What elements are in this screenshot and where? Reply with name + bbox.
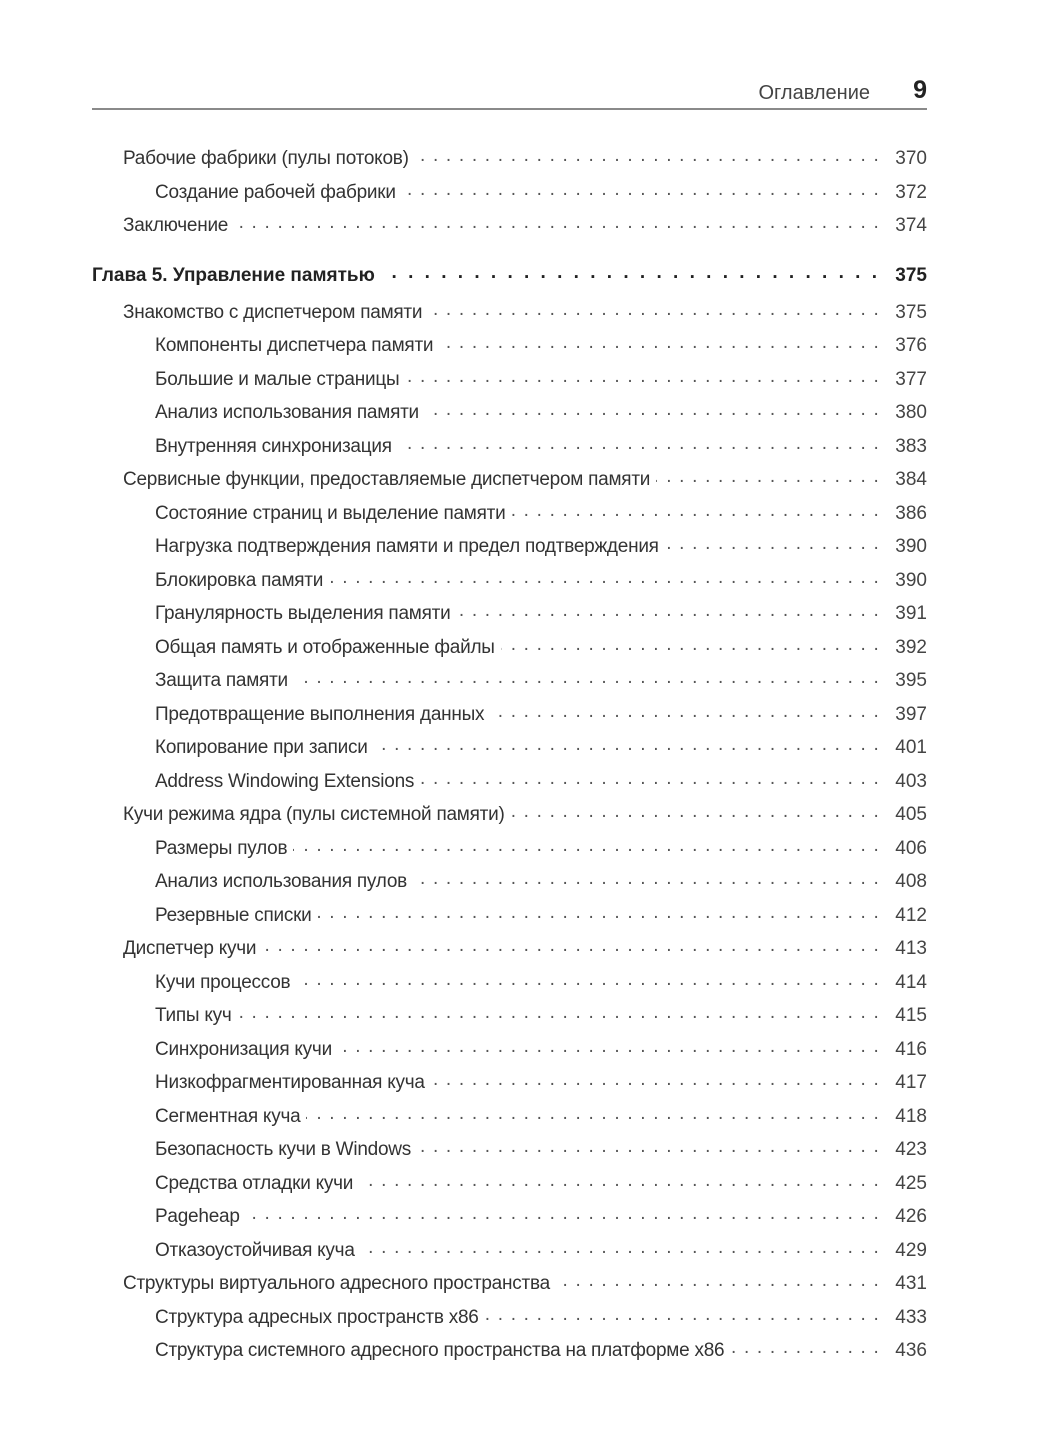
dot-leader	[398, 433, 880, 452]
toc-entry[interactable]	[92, 1069, 927, 1103]
dot-leader	[361, 1237, 880, 1256]
dot-leader	[338, 1036, 880, 1055]
toc-entry-title: Копирование при записи	[155, 737, 368, 758]
toc-entry-page-number: 376	[895, 335, 927, 356]
dot-leader	[359, 1170, 880, 1189]
toc-entry-page-number: 377	[895, 368, 927, 390]
toc-entry[interactable]	[92, 1270, 927, 1304]
toc-entry-page-number: 415	[895, 1005, 927, 1026]
toc-entry[interactable]	[92, 1036, 927, 1070]
dot-leader	[730, 1337, 880, 1356]
toc-entry-page-number: 380	[895, 402, 927, 423]
toc-entry-title: Низкофрагментированная куча	[155, 1072, 425, 1093]
toc-entry[interactable]	[92, 366, 927, 400]
toc-entry-page-number: 416	[895, 1038, 927, 1060]
dot-leader	[381, 262, 880, 281]
toc-entry-title: Общая память и отображенные файлы	[155, 636, 495, 658]
dot-leader	[329, 567, 880, 586]
dot-leader	[318, 902, 880, 921]
toc-entry[interactable]	[92, 1304, 927, 1338]
toc-entry[interactable]	[92, 734, 927, 768]
toc-entry[interactable]	[92, 567, 927, 601]
toc-entry-page-number: 406	[895, 837, 927, 859]
toc-entry-title: Типы куч	[155, 1005, 232, 1026]
toc-entry[interactable]	[92, 399, 927, 433]
toc-entry-page-number: 401	[895, 737, 927, 758]
dot-leader	[665, 533, 880, 552]
toc-entry-title: Сервисные функции, предоставляемые диспетчером памяти	[123, 469, 651, 490]
toc-entry-title: Безопасность кучи в Windows	[155, 1139, 411, 1160]
toc-entry[interactable]	[92, 969, 927, 1003]
toc-entry[interactable]	[92, 801, 927, 835]
toc-entry-page-number: 403	[895, 770, 927, 792]
toc-entry-page-number: 391	[895, 603, 927, 624]
running-head	[92, 74, 927, 110]
toc-entry[interactable]	[92, 667, 927, 701]
toc-entry-title: Глава 5. Управление памятью	[92, 264, 375, 286]
toc-entry[interactable]	[92, 433, 927, 467]
toc-entry[interactable]	[92, 1103, 927, 1137]
table-of-contents	[92, 145, 927, 1371]
toc-entry[interactable]	[92, 1136, 927, 1170]
dot-leader	[246, 1203, 880, 1222]
toc-entry-title: Синхронизация кучи	[155, 1038, 332, 1060]
dot-leader	[262, 935, 880, 954]
dot-leader	[405, 366, 880, 385]
toc-entry[interactable]	[92, 835, 927, 869]
toc-entry-page-number: 413	[895, 938, 927, 959]
toc-entry-title: Анализ использования пулов	[155, 871, 407, 892]
toc-entry-title: Компоненты диспетчера памяти	[155, 335, 434, 356]
dot-leader	[556, 1270, 880, 1289]
toc-entry[interactable]	[92, 1237, 927, 1271]
toc-entry[interactable]	[92, 466, 927, 500]
toc-entry[interactable]	[92, 701, 927, 735]
toc-entry-page-number: 412	[895, 904, 927, 926]
toc-entry-page-number: 431	[895, 1273, 927, 1294]
toc-entry[interactable]	[92, 299, 927, 333]
toc-entry-page-number: 390	[895, 536, 927, 557]
toc-entry-title: Структура системного адресного пространства на платформе x86	[155, 1340, 725, 1361]
toc-entry-page-number: 433	[895, 1306, 927, 1328]
toc-entry-page-number: 397	[895, 703, 927, 725]
dot-leader	[490, 701, 880, 720]
toc-entry[interactable]	[92, 768, 927, 802]
dot-leader	[428, 299, 880, 318]
toc-entry[interactable]	[92, 179, 927, 213]
dot-leader	[415, 145, 880, 164]
dot-leader	[485, 1304, 880, 1323]
toc-entry-title: Диспетчер кучи	[123, 938, 257, 959]
toc-entry-title: Сегментная куча	[155, 1105, 301, 1127]
toc-entry-page-number: 418	[895, 1105, 927, 1127]
toc-entry-title: Отказоустойчивая куча	[155, 1239, 355, 1261]
toc-entry-page-number: 423	[895, 1139, 927, 1160]
dot-leader	[234, 212, 880, 231]
toc-entry-title: Знакомство с диспетчером памяти	[123, 301, 423, 323]
dot-leader	[402, 179, 880, 198]
toc-entry[interactable]	[92, 1170, 927, 1204]
toc-entry-page-number: 395	[895, 670, 927, 691]
toc-entry-page-number: 384	[895, 469, 927, 490]
toc-entry[interactable]	[92, 332, 927, 366]
dot-leader	[656, 466, 880, 485]
toc-entry-title: Кучи процессов	[155, 971, 291, 993]
toc-entry-title: Address Windowing Extensions	[155, 770, 415, 792]
page-number: 9	[913, 76, 927, 104]
toc-entry-title: Создание рабочей фабрики	[155, 181, 396, 203]
toc-entry[interactable]	[92, 868, 927, 902]
toc-entry-page-number: 405	[895, 804, 927, 825]
toc-entry-page-number: 408	[895, 871, 927, 892]
toc-entry-page-number: 390	[895, 569, 927, 591]
dot-leader	[501, 634, 880, 653]
dot-leader	[431, 1069, 880, 1088]
toc-entry[interactable]	[92, 935, 927, 969]
toc-entry-title: Резервные списки	[155, 904, 312, 926]
toc-entry-page-number: 372	[895, 181, 927, 203]
toc-entry-page-number: 370	[895, 148, 927, 169]
dot-leader	[294, 667, 880, 686]
dot-leader	[413, 868, 880, 887]
dot-leader	[511, 801, 880, 820]
toc-entry-title: Нагрузка подтверждения памяти и предел подтверждения	[155, 536, 659, 557]
running-head-title: Оглавление	[758, 82, 870, 104]
toc-entry-title: Предотвращение выполнения данных	[155, 703, 485, 725]
toc-entry-page-number: 426	[895, 1206, 927, 1227]
toc-entry[interactable]	[92, 634, 927, 668]
toc-entry[interactable]	[92, 145, 927, 179]
toc-entry-title: Структуры виртуального адресного пространства	[123, 1273, 550, 1294]
toc-entry-page-number: 375	[895, 301, 927, 323]
toc-entry-title: Средства отладки кучи	[155, 1172, 354, 1194]
dot-leader	[417, 1136, 880, 1155]
toc-entry-page-number: 383	[895, 435, 927, 457]
toc-entry-title: Внутренняя синхронизация	[155, 435, 392, 457]
toc-entry[interactable]	[92, 212, 927, 246]
dot-leader	[374, 734, 880, 753]
toc-entry-title: Анализ использования памяти	[155, 402, 419, 423]
dot-leader	[293, 835, 880, 854]
toc-entry-title: Состояние страниц и выделение памяти	[155, 502, 506, 524]
toc-entry-title: Рабочие фабрики (пулы потоков)	[123, 148, 409, 169]
toc-entry-title: Гранулярность выделения памяти	[155, 603, 451, 624]
dot-leader	[439, 332, 880, 351]
toc-entry[interactable]	[92, 600, 927, 634]
dot-leader	[296, 969, 880, 988]
toc-entry-page-number: 374	[895, 215, 927, 236]
dot-leader	[456, 600, 880, 619]
toc-entry[interactable]	[92, 533, 927, 567]
toc-entry[interactable]	[92, 1203, 927, 1237]
toc-entry[interactable]	[92, 1002, 927, 1036]
toc-entry-page-number: 436	[895, 1340, 927, 1361]
toc-entry-title: Блокировка памяти	[155, 569, 324, 591]
toc-entry-page-number: 429	[895, 1239, 927, 1261]
toc-entry-title: Pageheap	[155, 1206, 240, 1227]
toc-entry-title: Заключение	[123, 215, 229, 236]
toc-entry[interactable]	[92, 902, 927, 936]
toc-entry-title: Большие и малые страницы	[155, 368, 400, 390]
dot-leader	[238, 1002, 880, 1021]
toc-entry-page-number: 392	[895, 636, 927, 658]
toc-chapter-entry[interactable]	[92, 262, 927, 299]
toc-entry-title: Размеры пулов	[155, 837, 288, 859]
toc-entry[interactable]	[92, 1337, 927, 1371]
toc-entry-title: Структура адресных пространств x86	[155, 1306, 479, 1328]
dot-leader	[420, 768, 880, 787]
toc-entry-page-number: 414	[895, 971, 927, 993]
toc-entry[interactable]	[92, 500, 927, 534]
toc-entry-page-number: 425	[895, 1172, 927, 1194]
toc-entry-page-number: 417	[895, 1072, 927, 1093]
dot-leader	[511, 500, 880, 519]
toc-entry-page-number: 375	[895, 264, 927, 286]
toc-entry-title: Кучи режима ядра (пулы системной памяти)	[123, 804, 505, 825]
toc-entry-title: Защита памяти	[155, 670, 288, 691]
dot-leader	[425, 399, 880, 418]
dot-leader	[306, 1103, 880, 1122]
toc-entry-page-number: 386	[895, 502, 927, 524]
